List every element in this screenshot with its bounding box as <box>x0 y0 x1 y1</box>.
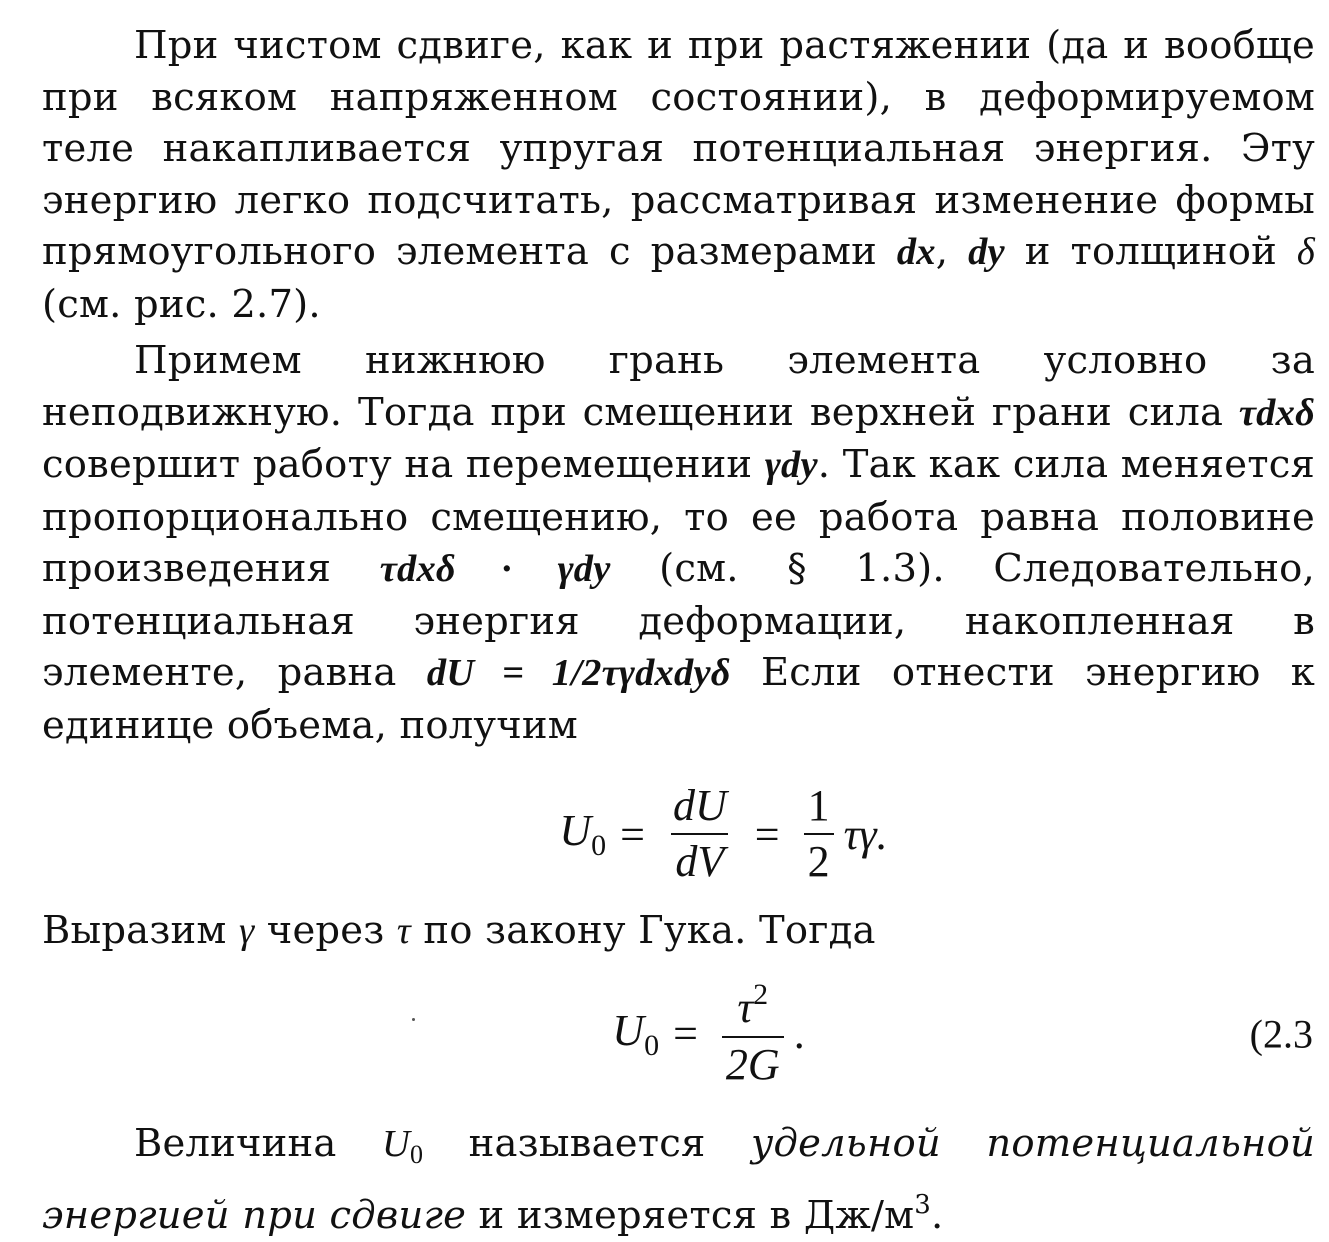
text-run: Если отнести энергию к единице объема, получим <box>42 650 1315 748</box>
subscript-zero: 0 <box>644 1028 660 1062</box>
paragraph-definition <box>42 1118 1315 1242</box>
formula-lhs <box>559 805 606 863</box>
formula-2-3 <box>42 964 1315 1104</box>
equals-sign: = <box>754 809 780 859</box>
formula-lhs <box>612 1005 659 1063</box>
scan-speck <box>412 1018 415 1021</box>
text-run: Выразим <box>42 908 239 953</box>
fraction-numerator <box>733 979 772 1035</box>
text-run: Примем нижнюю грань элемента условно за неподвижную. Тогда при смещении верхней грани сила <box>42 338 1315 435</box>
math-force: τdxδ <box>1238 391 1315 434</box>
math-product: τdxδ · γdy <box>379 548 611 590</box>
text-run: При чистом сдвиге, как и при растяжении (да и вообще при всяком напряженном состоянии), в деформируемом теле накапливается упругая потенциальная энергия. Эту энергию легко подсчитать, рассматривая изменение формы прямоугольного элемента с размерами <box>42 23 1315 274</box>
text-run: и измеряется в Дж/м <box>466 1193 915 1238</box>
equals-sign: = <box>620 809 645 859</box>
var-u: U <box>381 1122 410 1165</box>
text-run: Величина <box>134 1120 382 1166</box>
var-tau: τ <box>737 983 754 1033</box>
equation-number: (2.3 <box>1249 1011 1313 1056</box>
sentence-hooke-substitution <box>42 905 1315 958</box>
text-run: . Так как сила меняется пропорционально смещению, то ее работа равна половине произведения <box>42 442 1315 591</box>
text-run: . <box>931 1193 944 1238</box>
text-run: называется <box>423 1120 751 1166</box>
fraction-numerator: dU <box>672 780 727 830</box>
math-u0 <box>381 1122 424 1169</box>
math-displacement: γdy <box>764 444 818 486</box>
fraction-denominator: dV <box>671 833 728 885</box>
text-run: совершит работу на перемещении <box>42 442 765 487</box>
formula-specific-energy <box>42 765 1315 903</box>
subscript-zero: 0 <box>591 829 607 862</box>
text-run: (см. рис. 2.7). <box>42 281 321 327</box>
math-tau: τ <box>396 910 411 952</box>
math-delta: δ <box>1296 231 1315 273</box>
fraction-denominator: 2G <box>722 1036 784 1088</box>
fraction-numerator: 1 <box>807 780 830 830</box>
math-energy-expression: dU = 1/2τγdxdyδ <box>426 652 731 694</box>
subscript-zero: 0 <box>410 1139 424 1169</box>
defined-term: удельной потенциальной энергией при сдвиге <box>42 1120 1315 1238</box>
fraction-tau-sq-over-2g <box>722 979 784 1087</box>
fraction-denominator: 2 <box>804 833 834 885</box>
math-dx: dx <box>896 231 936 273</box>
text-run: , <box>935 229 969 274</box>
text-run: по закону Гука. Тогда <box>410 908 876 953</box>
equals-sign: = <box>673 1009 698 1058</box>
math-gamma: γ <box>238 910 255 952</box>
formula-tail: τγ. <box>843 809 888 859</box>
text-run: и толщиной <box>1004 229 1297 274</box>
paragraph-work-derivation <box>42 335 1315 751</box>
formula-tail: . <box>793 1009 805 1058</box>
text-run: через <box>254 908 397 953</box>
paragraph-strain-energy-intro <box>42 20 1315 330</box>
unit-superscript: 3 <box>914 1190 932 1220</box>
fraction-du-dv <box>669 780 731 886</box>
var-u: U <box>612 1005 645 1055</box>
math-dy: dy <box>968 231 1005 273</box>
fraction-one-half <box>804 780 834 886</box>
text-run: (см. § 1.3). Следовательно, потенциальная энергия деформации, накопленная в элементе, равна <box>42 546 1315 695</box>
superscript-two: 2 <box>753 978 769 1012</box>
var-u: U <box>559 806 592 855</box>
